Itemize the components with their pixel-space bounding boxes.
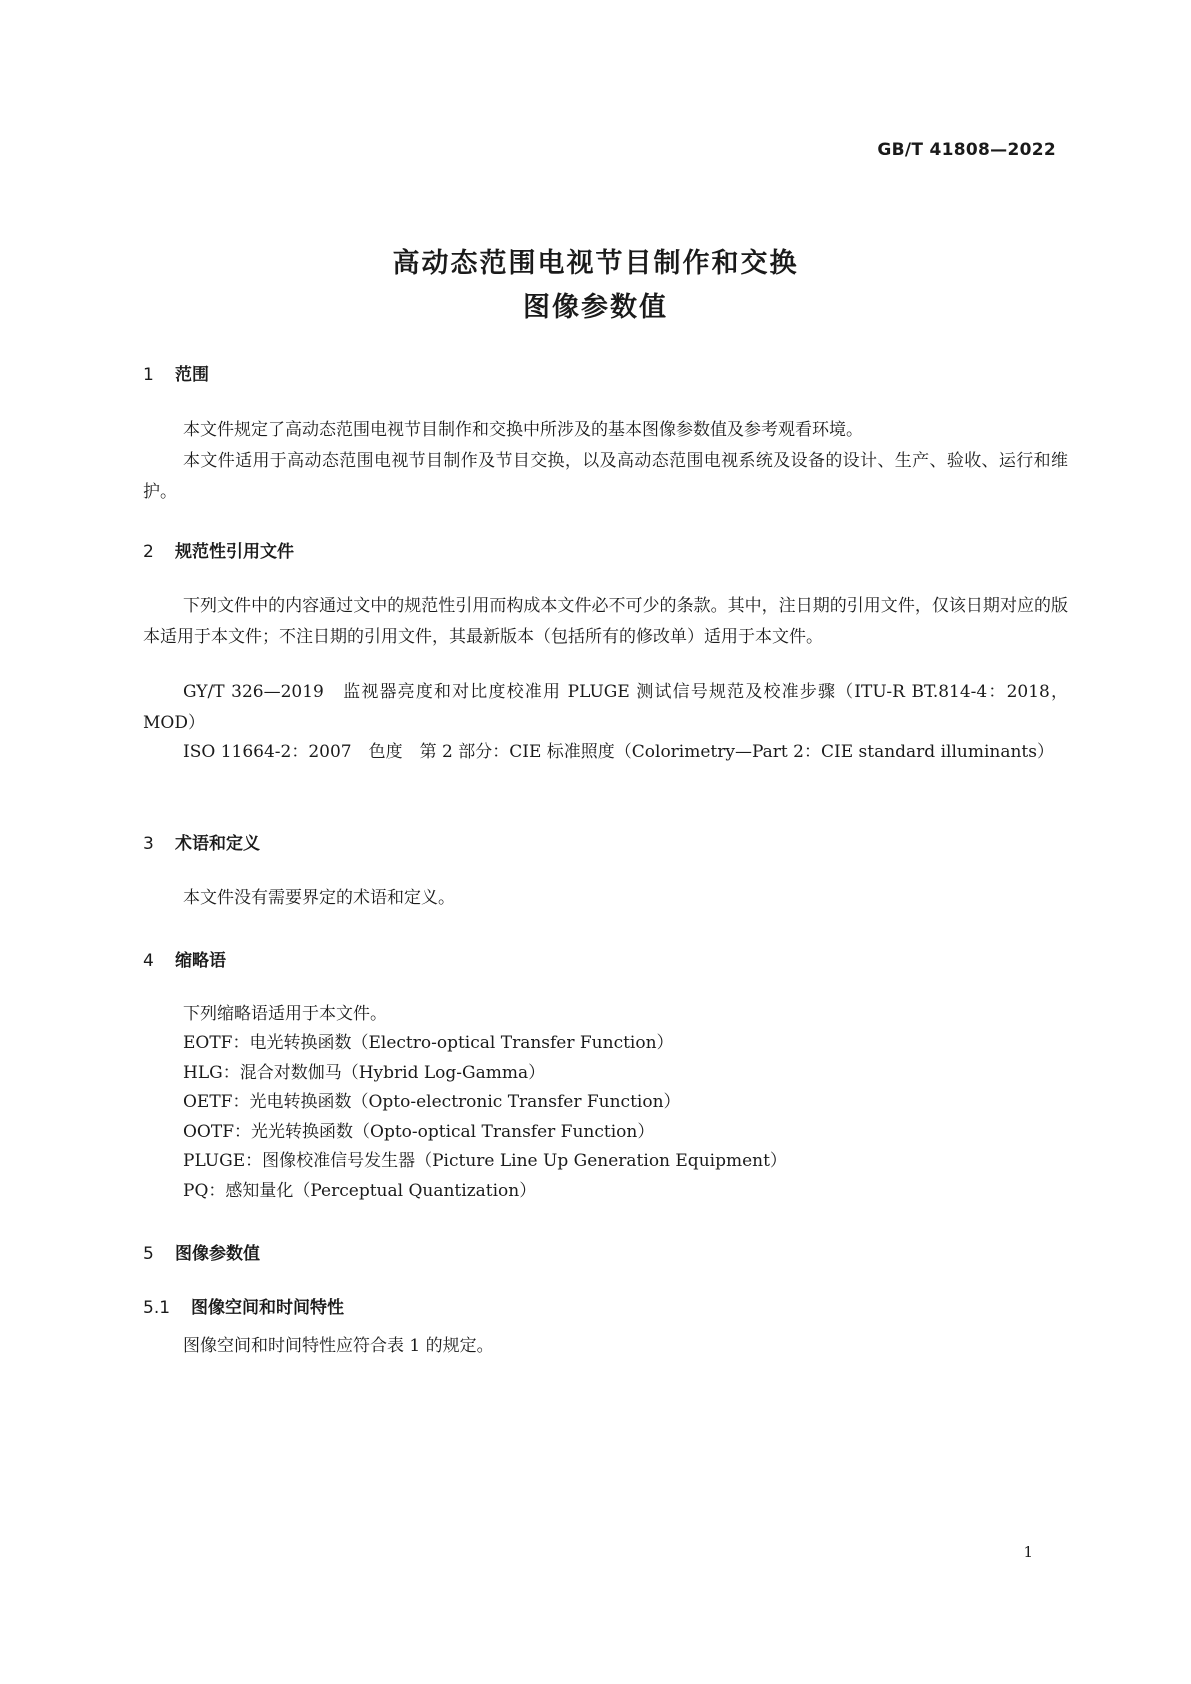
section-title: 术语和定义 [175,834,260,854]
section-number: 1 [143,365,154,385]
section-1-heading [143,360,209,385]
title-line-1: 高动态范围电视节目制作和交换 [392,248,799,279]
normative-ref-gy-t-326: GY/T 326—2019 监视器亮度和对比度校准用 PLUGE 测试信号规范及校准步骤（ITU-R BT.814-4：2018，MOD） [143,682,1068,733]
section-5-heading [143,1239,260,1264]
section-number: 5 [143,1244,154,1264]
section-1-para-2: 本文件适用于高动态范围电视节目制作及节目交换，以及高动态范围电视系统及设备的设计、生产、验收、运行和维护。 [143,451,1068,502]
section-3-heading [143,829,260,854]
section-2-para-1: 下列文件中的内容通过文中的规范性引用而构成本文件必不可少的条款。其中，注日期的引用文件，仅该日期对应的版本适用于本文件；不注日期的引用文件，其最新版本（包括所有的修改单）适用于本文件。 [143,596,1068,647]
standard-number: GB/T 41808—2022 [877,140,1056,160]
abbreviation-pluge: PLUGE：图像校准信号发生器（Picture Line Up Generation Equipment） [183,1151,787,1171]
section-number: 3 [143,834,154,854]
abbreviation-ootf: OOTF：光光转换函数（Opto-optical Transfer Function） [183,1122,655,1142]
section-title: 图像参数值 [175,1244,260,1264]
title-line-2: 图像参数值 [523,292,668,323]
section-title: 规范性引用文件 [175,542,294,562]
abbreviation-eotf: EOTF：电光转换函数（Electro-optical Transfer Function） [183,1033,674,1053]
section-3-para-1: 本文件没有需要界定的术语和定义。 [183,888,455,908]
subsection-5-1-para: 图像空间和时间特性应符合表 1 的规定。 [183,1336,494,1356]
subsection-number: 5.1 [143,1298,171,1318]
abbreviations-intro: 下列缩略语适用于本文件。 [183,1004,387,1024]
section-2-heading [143,537,294,562]
section-title: 范围 [175,365,209,385]
section-number: 4 [143,951,154,971]
section-title: 缩略语 [175,951,226,971]
abbreviation-oetf: OETF：光电转换函数（Opto-electronic Transfer Function） [183,1092,681,1112]
section-number: 2 [143,542,154,562]
abbreviation-hlg: HLG：混合对数伽马（Hybrid Log-Gamma） [183,1063,546,1083]
section-1-para-1: 本文件规定了高动态范围电视节目制作和交换中所涉及的基本图像参数值及参考观看环境。 [183,420,863,440]
subsection-5-1-heading [143,1293,344,1318]
normative-ref-iso-11664-2: ISO 11664-2：2007 色度 第 2 部分：CIE 标准照度（Colorimetry—Part 2：CIE standard illuminants） [183,742,1054,762]
subsection-title: 图像空间和时间特性 [191,1298,344,1318]
document-title [0,242,1191,330]
section-4-heading [143,946,226,971]
page-number: 1 [1023,1543,1033,1561]
abbreviation-pq: PQ：感知量化（Perceptual Quantization） [183,1181,537,1201]
